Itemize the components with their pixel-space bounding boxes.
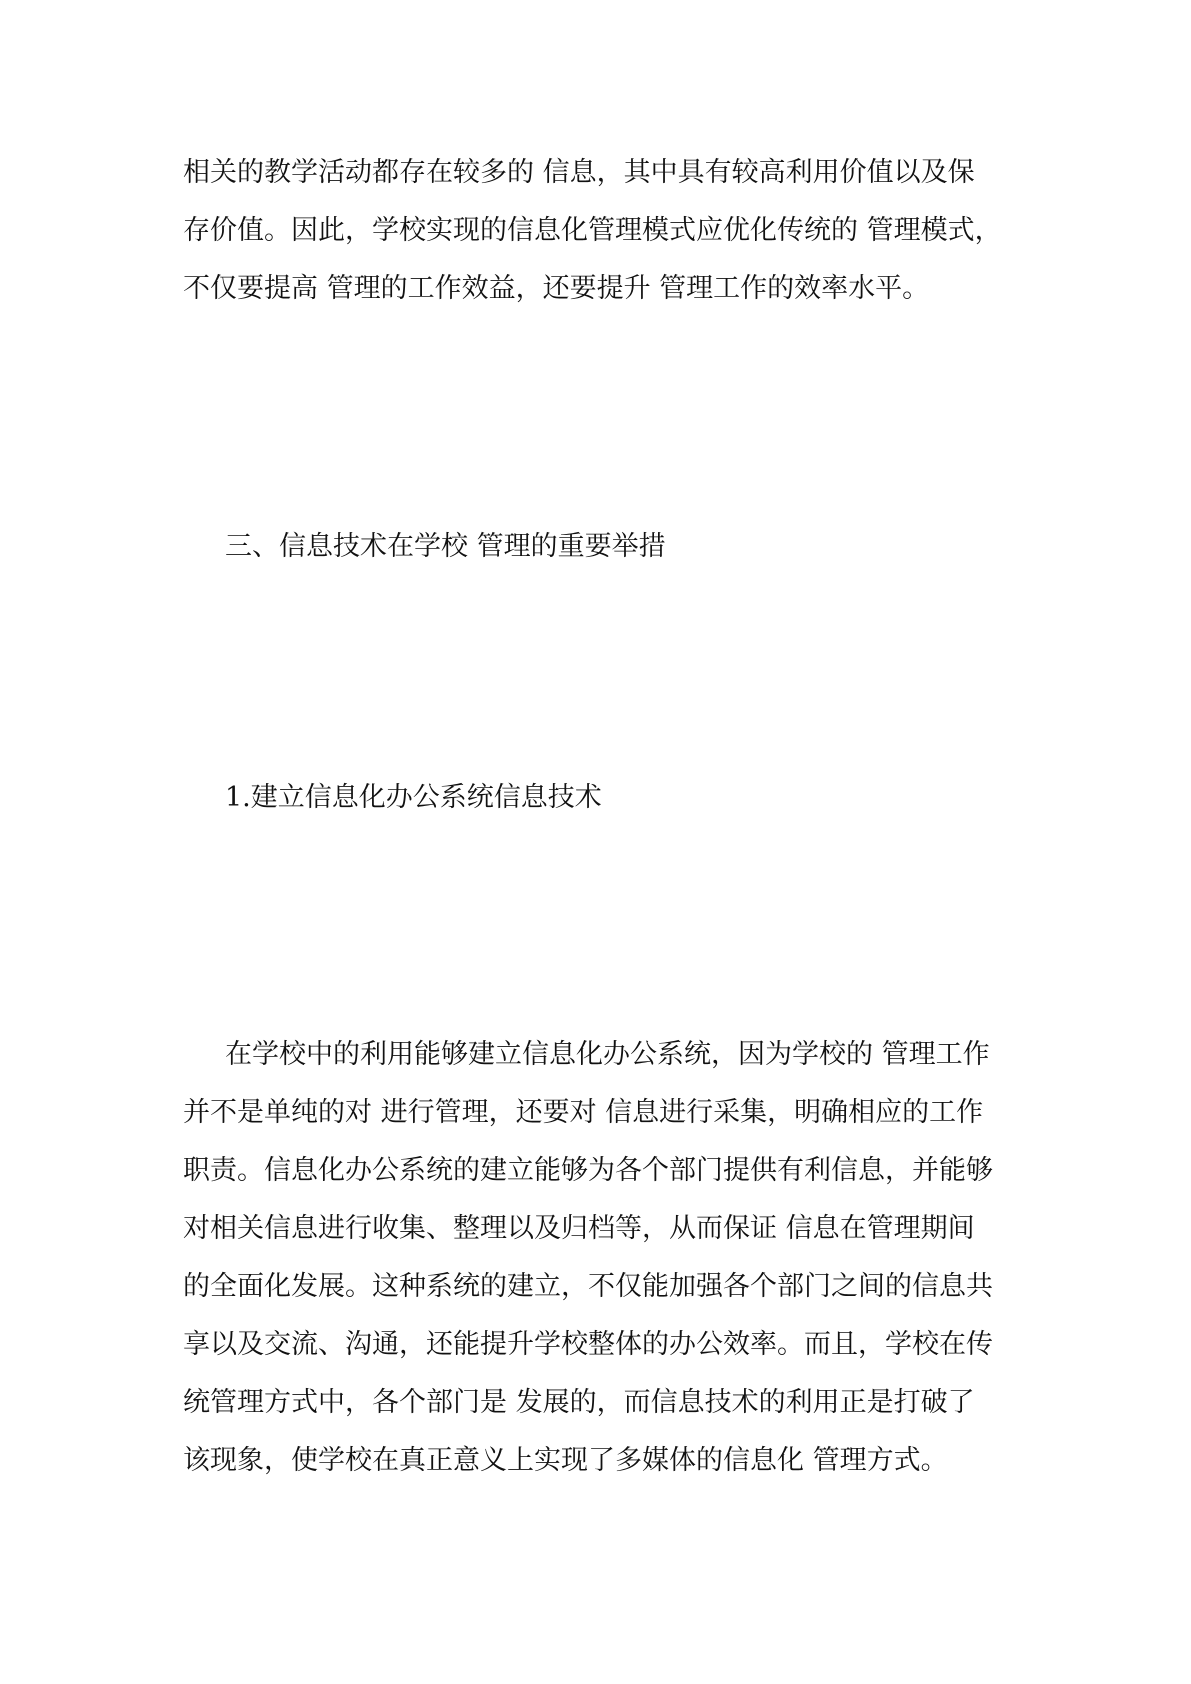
paragraph-line: 的全面化发展。这种系统的建立，不仅能加强各个部门之间的信息共 <box>183 1271 993 1302</box>
paragraph-line: 对相关信息进行收集、整理以及归档等，从而保证 信息在管理期间 <box>183 1213 975 1244</box>
paragraph-line: 职责。信息化办公系统的建立能够为各个部门提供有利信息，并能够 <box>183 1155 993 1186</box>
paragraph-line: 并不是单纯的对 进行管理，还要对 信息进行采集，明确相应的工作 <box>183 1097 984 1128</box>
paragraph-line: 统管理方式中，各个部门是 发展的，而信息技术的利用正是打破了 <box>183 1387 975 1418</box>
section-heading: 三、信息技术在学校 管理的重要举措 <box>225 531 666 562</box>
paragraph-line: 享以及交流、沟通，还能提升学校整体的办公效率。而且，学校在传 <box>183 1329 993 1360</box>
paragraph-line: 相关的教学活动都存在较多的 信息，其中具有较高利用价值以及保 <box>183 157 975 188</box>
paragraph-line: 在学校中的利用能够建立信息化办公系统，因为学校的 管理工作 <box>225 1039 990 1070</box>
paragraph-line: 不仅要提高 管理的工作效益，还要提升 管理工作的效率水平。 <box>183 273 930 304</box>
paragraph-line: 存价值。因此，学校实现的信息化管理模式应优化传统的 管理模式， <box>183 215 1002 246</box>
subsection-heading: 1.建立信息化办公系统信息技术 <box>225 782 602 813</box>
body-paragraph-2 <box>183 1026 1018 1490</box>
body-paragraph-1 <box>183 144 1018 318</box>
paragraph-line: 该现象，使学校在真正意义上实现了多媒体的信息化 管理方式。 <box>183 1445 948 1476</box>
